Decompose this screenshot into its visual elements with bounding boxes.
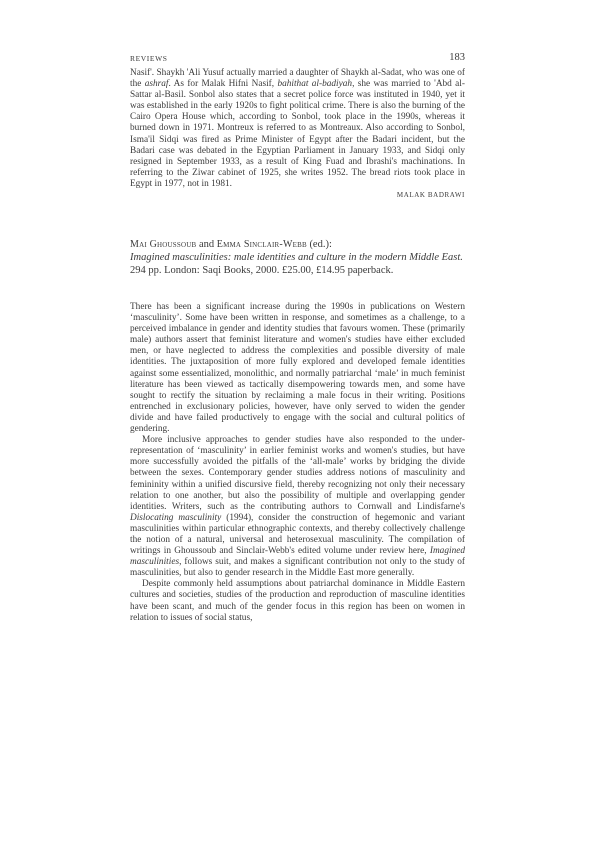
cited-title-imagined: Imagined masculinities [130,546,465,568]
review-heading [130,238,465,278]
running-head [130,52,465,66]
reviewer-signature: MALAK BADRAWI [396,191,465,200]
previous-review-end [130,68,465,199]
author-1: Mai Ghoussoub [130,239,197,250]
review-paragraph-1: There has been a significant increase during the 1990s in publications on Western ‘masculinity’. Some have been written in response, and sometimes as a challenge, to a perceived imbalance in gender and identity studies that favours women. These (primarily male) authors assert that feminist literature and women's studies have either excluded men, or have neglected to address the complexities and possible diversity of male identities. The juxtaposition of more fully explored and developed female identities against some essentialized, monolithic, and normally patriarchal ‘male’ in much feminist literature has been viewed as tactically disempowering towards men, and some have sought to rectify the situation by reclaiming a male focus in their writing. Positions entrenched in exclusionary policies, however, have only served to widen the gender divide and have failed productively to engage with the social and cultural politics of gendering. [130,302,465,435]
running-head-section: REVIEWS [130,54,168,63]
term-ashraf: ashraf [144,79,169,90]
book-title: Imagined masculinities: male identities and culture in the modern Middle East. [130,252,463,264]
review-body [130,302,465,624]
review-paragraph-2: More inclusive approaches to gender studies have also responded to the under-representation of ‘masculinity’ in earlier feminist works and women's studies, but have more successfully avoided the pitfalls of the ‘all-male’ works by bridging the divide between the sexes. Contemporary gender studies address notions of masculinity and femininity within a unified discursive field, thereby recognizing not only their necessary relation to one another, but also the possibility of multiple and overlapping gender identities. Writers, such as the contributing authors to Cornwall and Lindisfarne's Dislocating masculinity (1994), consider the construction of hegemonic and variant masculinities within particular ethnographic contexts, and thereby collectively challenge the notion of a natural, universal and heterosexual masculinity. The compilation of writings in Ghoussoub and Sinclair-Webb's edited volume under review here, Imagined masculinities, follows suit, and makes a significant contribution not only to the study of masculinities, but also to gender research in the Middle East more generally. [130,435,466,579]
author-2: Emma Sinclair-Webb [216,239,307,250]
author-conjunction: and [196,239,217,250]
publication-details: 294 pp. London: Saqi Books, 2000. £25.00, £14.95 paperback. [130,265,394,277]
review-authors [130,238,465,251]
editor-note: (ed.): [306,239,332,250]
page-number: 183 [449,52,465,63]
previous-review-paragraph: Nasif'. Shaykh 'Ali Yusuf actually married a daughter of Shaykh al-Sadat, who was one of the ashraf. As for Malak Hifni Nasif, bahithat al-badiyah, she was married to 'Abd al-Sattar al-Basil. Sonbol also states that a secret police force was instituted in 1940, yet it was established in the early 1920s to fight political crime. There is also the burning of the Cairo Opera House which, according to Sonbol, took place in the 1990s, whereas it burned down in 1971. Montreux is referred to as Montreaux. Also according to Sonbol, Isma'il Sidqi was fired as Prime Minister of Egypt after the Badari incident, but the Badari case was debated in the Egyptian Parliament in January 1933, and Sidqi only resigned in September 1933, as a result of King Fuad and Ibrashi's machinations. In referring to the Ziwar cabinet of 1925, she writes 1952. The bread riots took place in Egypt in 1977, not in 1981. [130,68,465,189]
cited-title-dislocating: Dislocating masculinity [130,512,222,523]
review-paragraph-3: Despite commonly held assumptions about patriarchal dominance in Middle Eastern cultures and societies, studies of the production and reproduction of masculine identities have been scant, and much of the gender focus in this region has been on women in relation to issues of social status, [130,579,465,623]
term-bahithat: bahithat al-badiyah [277,79,353,90]
